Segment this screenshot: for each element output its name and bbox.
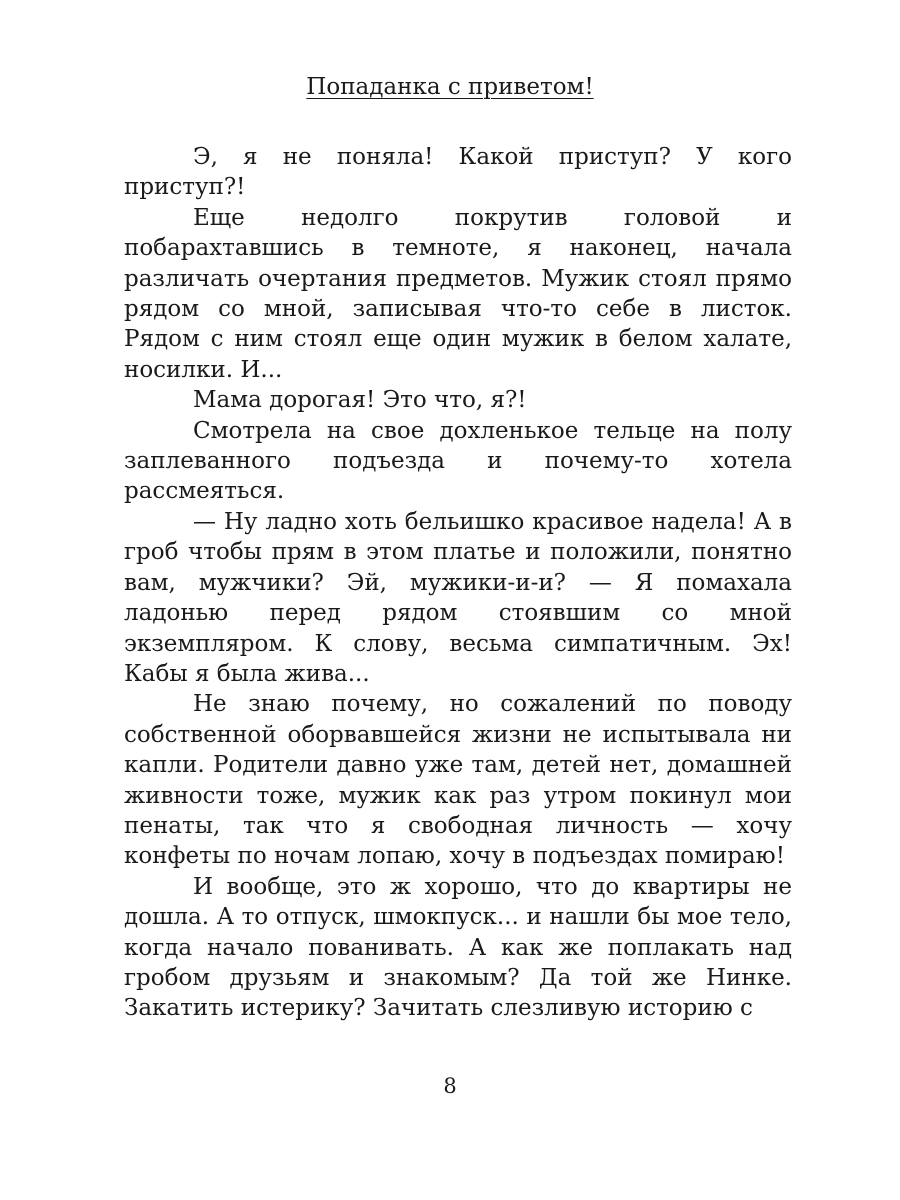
paragraph: Еще недолго покрутив головой и побарахтавшись в темноте, я наконец, начала различать очертания предметов. Мужик стоял прямо рядом со мной, записывая что-то себе в листок. Рядом с ним стоял еще один мужик в белом халате, носилки. И... bbox=[124, 204, 792, 383]
paragraph: Смотрела на свое дохленькое тельце на полу заплеванного подъезда и почему-то хотела рассмеяться. bbox=[124, 417, 792, 505]
paragraph: Не знаю почему, но сожалений по поводу собственной оборвавшейся жизни не испытывала ни капли. Родители давно уже там, детей нет, домашней живности тоже, мужик как раз утром покинул мои пенаты, так что я свободная личность — хочу конфеты по ночам лопаю, хочу в подъездах помираю! bbox=[124, 691, 792, 870]
paragraph: И вообще, это ж хорошо, что до квартиры не дошла. А то отпуск, шмокпуск... и нашли бы мое тело, когда начало пованивать. А как же поплакать над гробом друзьям и знакомым? Да той же Нинке. Закатить истерику? Зачитать слезливую историю с bbox=[124, 873, 792, 1022]
page-number: 8 bbox=[443, 1074, 457, 1098]
paragraph: Э, я не поняла! Какой приступ? У кого приступ?! bbox=[124, 144, 792, 201]
body-text bbox=[124, 142, 792, 1024]
chapter-title-text: Попаданка с приветом! bbox=[306, 74, 594, 100]
paragraph: Мама дорогая! Это что, я?! bbox=[193, 387, 527, 414]
paragraph: — Ну ладно хоть бельишко красивое надела! А в гроб чтобы прям в этом платье и положили, понятно вам, мужчики? Эй, мужики-и-и? — Я помахала ладонью перед рядом стоявшим со мной экземпляром. К слову, весьма симпатичным. Эх! Кабы я была жива... bbox=[124, 508, 792, 687]
chapter-title bbox=[0, 72, 900, 102]
